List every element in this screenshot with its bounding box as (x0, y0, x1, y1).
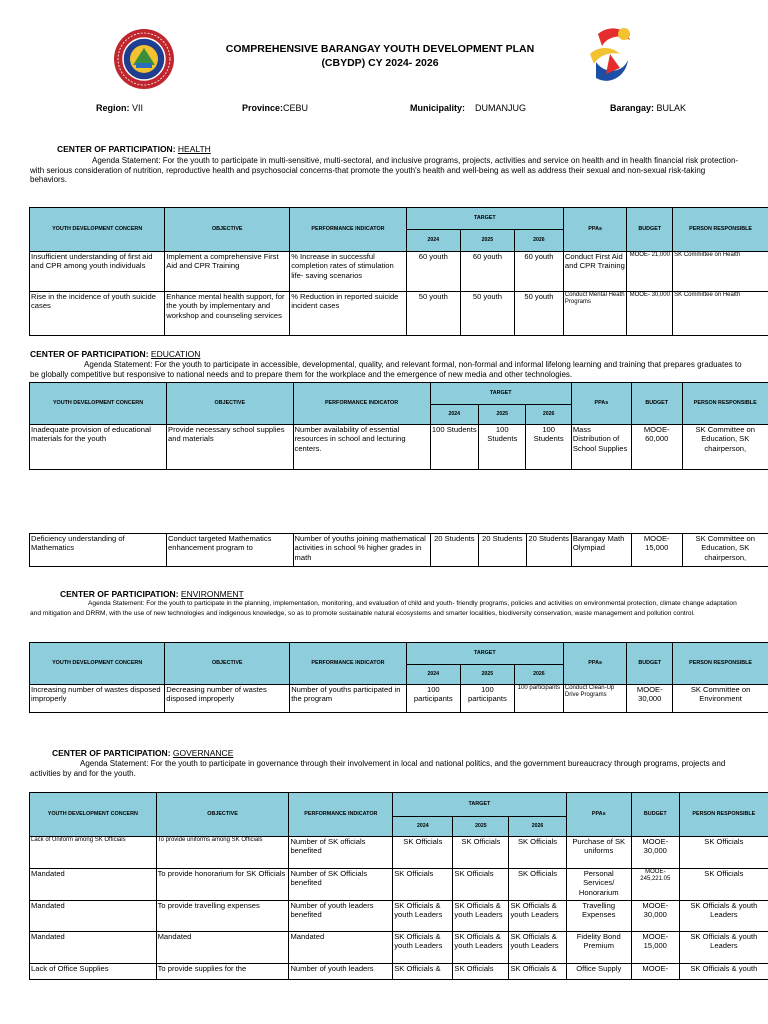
cell-person: SK Officials (679, 837, 768, 869)
header-concern: YOUTH DEVELOPMENT CONCERN (30, 208, 165, 252)
cell-ppas: Travelling Expenses (566, 901, 631, 932)
cell-target-2025: 50 youth (460, 292, 514, 336)
cell-target-2026: 100 participants (514, 685, 563, 713)
education-table-continued (29, 533, 768, 567)
cell-ppas: Personal Services/ Honorarium (566, 869, 631, 901)
section-label: CENTER OF PARTICIPATION: (30, 349, 149, 359)
cell-budget: MOOE- 30,000 (631, 901, 679, 932)
section-name: EDUCATION (150, 349, 201, 359)
cell-target-2024: 100 Students (430, 425, 478, 470)
cell-target-2024: SK Officials & youth Leaders (393, 901, 453, 932)
header-year-3: 2026 (514, 230, 563, 252)
cell-indicator: % Reduction in reported suicide incident cases (290, 292, 407, 336)
cell-objective: Decreasing number of wastes disposed improperly (165, 685, 290, 713)
cell-person: SK Officials & youth Leaders (679, 932, 768, 964)
environment-agenda-statement: Agenda Statement: For the youth to participate in the planning, implementation, monitoring, and evaluation of child and youth- friendly programs, policies and activities on environmental protection, climate change adaptation and mitigation and DRRM, with the use of new technologies and indigenous knowledge, so as to promote sustainable natural ecosystems and smarter localities, biodiversity conservation, waste management and pollution control. (30, 600, 737, 617)
cell-budget: MOOE- 60,000 (631, 425, 682, 470)
cell-indicator: Number availability of essential resources in school and lecturing centers. (293, 425, 430, 470)
education-section-heading (30, 349, 200, 359)
header-year-2: 2025 (460, 665, 514, 685)
header-person: PERSON RESPONSIBLE (673, 208, 768, 252)
cell-target-2026: 100 Students (526, 425, 571, 470)
cell-target-2024: 20 Students (430, 534, 478, 567)
environment-table (29, 642, 768, 713)
province-value: CEBU (283, 103, 309, 113)
cell-target-2024: SK Officials (393, 837, 453, 869)
cell-concern: Inadequate provision of educational materials for the youth (30, 425, 167, 470)
section-label: CENTER OF PARTICIPATION: (57, 144, 176, 154)
cell-target-2025: 60 youth (460, 252, 514, 292)
cell-budget: MOOE- 30,000 (627, 292, 673, 336)
header-person: PERSON RESPONSIBLE (682, 383, 768, 425)
cell-objective: Provide necessary school supplies and materials (167, 425, 294, 470)
section-name: GOVERNANCE (172, 748, 234, 758)
cell-budget: MOOE- 15,000 (631, 932, 679, 964)
header-concern: YOUTH DEVELOPMENT CONCERN (30, 383, 167, 425)
header-objective: OBJECTIVE (167, 383, 294, 425)
cell-target-2025: SK Officials & youth Leaders (453, 932, 509, 964)
header-budget: BUDGET (627, 208, 673, 252)
cell-person: SK Officials & youth (679, 964, 768, 980)
sangguniang-kabataan-logo (580, 24, 640, 92)
header-objective: OBJECTIVE (165, 643, 290, 685)
cell-target-2024: 50 youth (406, 292, 460, 336)
header-target: TARGET (430, 383, 571, 405)
cell-target-2025: SK Officials & youth Leaders (453, 901, 509, 932)
table-row (30, 901, 768, 932)
header-concern: YOUTH DEVELOPMENT CONCERN (30, 643, 165, 685)
document-title (180, 42, 580, 70)
title-line-2: (CBYDP) CY 2024- 2026 (321, 57, 439, 69)
region-field (96, 103, 143, 113)
cell-target-2026: SK Officials & (509, 964, 566, 980)
cell-objective: Enhance mental health support, for the youth by implementary and workshop and counseling services (165, 292, 290, 336)
cell-person: SK Officials & youth Leaders (679, 901, 768, 932)
cell-target-2026: SK Officials (509, 837, 566, 869)
header-target: TARGET (406, 208, 563, 230)
cell-indicator: Number of youth leaders (289, 964, 393, 980)
cell-target-2026: 60 youth (514, 252, 563, 292)
cell-target-2025: SK Officials (453, 869, 509, 901)
cell-target-2025: 100 participants (460, 685, 514, 713)
table-row (30, 837, 768, 869)
header-budget: BUDGET (631, 793, 679, 837)
municipality-field (410, 103, 526, 113)
header-ppas: PPAs (571, 383, 631, 425)
cell-target-2025: 100 Students (479, 425, 526, 470)
header-year-2: 2025 (460, 230, 514, 252)
cell-target-2024: 100 participants (406, 685, 460, 713)
header-year-1: 2024 (430, 405, 478, 425)
table-row (30, 869, 768, 901)
header-year-1: 2024 (406, 665, 460, 685)
header-year-1: 2024 (406, 230, 460, 252)
governance-agenda-statement: Agenda Statement: For the youth to participate in governance through their involvement in local and national politics, and the government bureaucracy through programs, projects and activities by and for the youth. (30, 759, 726, 778)
barangay-value: BULAK (656, 103, 687, 113)
cell-indicator: Number of youths joining mathematical activities in school % higher grades in math (293, 534, 430, 567)
municipality-value: DUMANJUG (475, 103, 527, 113)
title-line-1: COMPREHENSIVE BARANGAY YOUTH DEVELOPMENT PLAN (225, 43, 535, 55)
header-year-2: 2025 (479, 405, 526, 425)
cell-person: SK Committee on Education, SK chairperson, (682, 425, 768, 470)
cell-target-2025: 20 Students (479, 534, 526, 567)
cell-ppas: Mass Distribution of School Supplies (571, 425, 631, 470)
table-row (30, 685, 768, 713)
cell-concern: Lack of Uniform among SK Officials (30, 837, 157, 869)
barangay-bulak-seal-logo (113, 28, 175, 90)
cell-ppas: Conduct Mental Heath Programs (563, 292, 626, 336)
header-objective: OBJECTIVE (156, 793, 289, 837)
cell-concern: Mandated (30, 869, 157, 901)
cell-person: SK Officials (679, 869, 768, 901)
cell-target-2024: SK Officials (393, 869, 453, 901)
cell-concern: Mandated (30, 932, 157, 964)
table-row (30, 534, 768, 567)
barangay-label: Barangay: (610, 103, 655, 113)
cell-ppas: Conduct Clean-Up Drive Programs (563, 685, 626, 713)
cell-objective: Implement a comprehensive First Aid and CPR Training (165, 252, 290, 292)
header-indicator: PERFORMANCE INDICATOR (289, 793, 393, 837)
education-agenda-statement: Agenda Statement: For the youth to participate in accessible, developmental, quality, and relevant formal, non-formal and informal lifelong learning and training that prepares graduates to be globally competitive but responsive to national needs and to prepare them for the workplace and the emergence of new media and other technologies. (30, 360, 742, 379)
cell-person: SK Committee on Health (673, 292, 768, 336)
cell-ppas: Conduct First Aid and CPR Training (563, 252, 626, 292)
cell-target-2024: SK Officials & youth Leaders (393, 932, 453, 964)
header-year-3: 2026 (514, 665, 563, 685)
health-agenda-statement: Agenda Statement: For the youth to participate in multi-sensitive, multi-sectoral, and inclusive programs, projects, activities and service on health and in health financial risk protection-with serious consideration of nutrition, reproductive health and psychosocial concerns-that promote the youth's health and well-being as well as address their sexual and non-sexual risk-taking behaviors. (30, 156, 739, 184)
cell-ppas: Office Supply (566, 964, 631, 980)
cell-target-2026: SK Officials & youth Leaders (509, 932, 566, 964)
table-row (30, 252, 768, 292)
environment-section-heading (60, 589, 244, 599)
province-label: Province: (242, 103, 284, 113)
header-concern: YOUTH DEVELOPMENT CONCERN (30, 793, 157, 837)
cell-indicator: Number of youth leaders benefited (289, 901, 393, 932)
health-table (29, 207, 768, 336)
table-row (30, 292, 768, 336)
cell-concern: Increasing number of wastes disposed improperly (30, 685, 165, 713)
barangay-field (610, 103, 686, 113)
table-row (30, 964, 768, 980)
cell-budget: MOOE- 30,000 (631, 837, 679, 869)
cell-person: SK Committee on Environment (673, 685, 768, 713)
table-row (30, 932, 768, 964)
header-year-3: 2026 (509, 817, 566, 837)
table-row (30, 425, 768, 470)
health-section-heading (57, 144, 211, 154)
cell-budget: MOOE- 21,000 (627, 252, 673, 292)
section-label: CENTER OF PARTICIPATION: (52, 748, 171, 758)
cell-target-2026: 50 youth (514, 292, 563, 336)
header-year-1: 2024 (393, 817, 453, 837)
header-budget: BUDGET (627, 643, 673, 685)
header-person: PERSON RESPONSIBLE (679, 793, 768, 837)
cell-indicator: Number of SK Officials benefited (289, 869, 393, 901)
cell-target-2026: 20 Students (526, 534, 571, 567)
cell-concern: Rise in the incidence of youth suicide cases (30, 292, 165, 336)
education-table (29, 382, 768, 470)
header-year-2: 2025 (453, 817, 509, 837)
cell-ppas: Purchase of SK uniforms (566, 837, 631, 869)
header-target: TARGET (406, 643, 563, 665)
cell-objective: To provide honorarium for SK Officials (156, 869, 289, 901)
header-indicator: PERFORMANCE INDICATOR (290, 643, 407, 685)
cell-target-2025: SK Officials (453, 964, 509, 980)
cell-objective: To provide uniforms among SK Officials (156, 837, 289, 869)
header-ppas: PPAs (566, 793, 631, 837)
municipality-label: Municipality: (410, 103, 466, 113)
header-indicator: PERFORMANCE INDICATOR (293, 383, 430, 425)
province-field (242, 103, 308, 113)
section-label: CENTER OF PARTICIPATION: (60, 589, 179, 599)
header-person: PERSON RESPONSIBLE (673, 643, 768, 685)
header-indicator: PERFORMANCE INDICATOR (290, 208, 407, 252)
cell-objective: Mandated (156, 932, 289, 964)
cell-target-2024: SK Officials & (393, 964, 453, 980)
cell-objective: To provide travelling expenses (156, 901, 289, 932)
cell-target-2024: 60 youth (406, 252, 460, 292)
cell-person: SK Committee on Health (673, 252, 768, 292)
cell-concern: Insufficient understanding of first aid and CPR among youth individuals (30, 252, 165, 292)
cell-indicator: Number of SK officials benefited (289, 837, 393, 869)
header-budget: BUDGET (631, 383, 682, 425)
cell-objective: To provide supplies for the (156, 964, 289, 980)
cell-budget: MOOE- 245,221.05 (631, 869, 679, 901)
section-name: ENVIRONMENT (180, 589, 244, 599)
section-name: HEALTH (177, 144, 211, 154)
cell-target-2026: SK Officials (509, 869, 566, 901)
header-ppas: PPAs (563, 208, 626, 252)
cell-budget: MOOE- 15,000 (631, 534, 682, 567)
header-target: TARGET (393, 793, 566, 817)
region-label: Region: (96, 103, 130, 113)
region-value: VII (132, 103, 144, 113)
cell-target-2025: SK Officials (453, 837, 509, 869)
header-objective: OBJECTIVE (165, 208, 290, 252)
cell-target-2026: SK Officials & youth Leaders (509, 901, 566, 932)
cell-budget: MOOE- (631, 964, 679, 980)
cell-person: SK Committee on Education, SK chairperson, (682, 534, 768, 567)
cell-concern: Deficiency understanding of Mathematics (30, 534, 167, 567)
cell-indicator: % Increase in successful completion rates of stimulation life- saving scenarios (290, 252, 407, 292)
header-ppas: PPAs (563, 643, 626, 685)
cell-indicator: Number of youths participated in the program (290, 685, 407, 713)
cell-concern: Mandated (30, 901, 157, 932)
header-year-3: 2026 (526, 405, 571, 425)
cell-concern: Lack of Office Supplies (30, 964, 157, 980)
governance-section-heading (52, 748, 233, 758)
cell-objective: Conduct targeted Mathematics enhancement program to (167, 534, 294, 567)
cell-ppas: Fidelity Bond Premium (566, 932, 631, 964)
cell-budget: MOOE- 30,000 (627, 685, 673, 713)
governance-table (29, 792, 768, 980)
cell-ppas: Barangay Math Olympiad (571, 534, 631, 567)
cell-indicator: Mandated (289, 932, 393, 964)
